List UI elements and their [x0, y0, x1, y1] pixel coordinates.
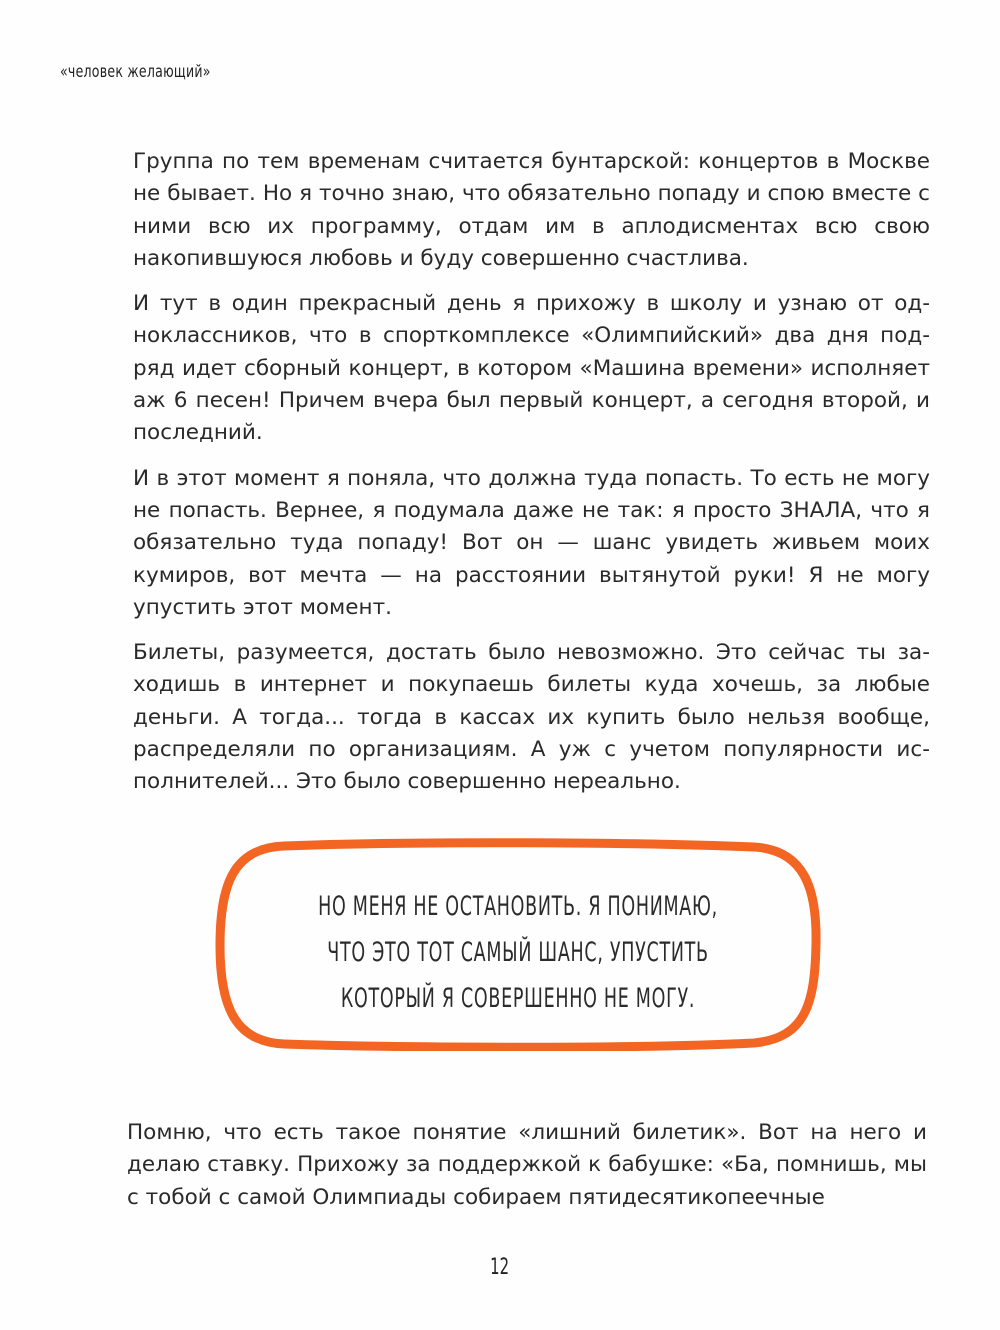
paragraph: Билеты, разумеется, достать было невозможно. Это сейчас ты заходишь в интернет и покупаешь билеты куда хочешь, за любые деньги. А тогда... тогда в кассах их купить было нельзя вообще, распределяли по организациям. А уж с учетом популярности исполнителей... Это было совершенно нереально.: [133, 640, 930, 795]
paragraph: И в этот момент я поняла, что должна туда попасть. То есть не могу не попасть. Вернее, я подумала даже не так: я просто ЗНАЛА, что я обязательно туда попаду! Вот он — шанс увидеть живьем моих кумиров, вот мечта — на расстоянии вытянутой руки! Я не могу упустить этот момент.: [133, 465, 930, 620]
paragraph: Помню, что есть такое понятие «лишний билетик». Вот на него и делаю ставку. Прихожу за поддержкой к бабушке: «Ба, помнишь, мы с тобой с самой Олимпиады собираем пятидесятикопеечные: [127, 1120, 927, 1210]
pull-quote-line: КОТОРЫЙ Я СОВЕРШЕННО НЕ МОГУ.: [340, 983, 696, 1014]
body-text-top: [133, 146, 930, 812]
pull-quote: [214, 838, 822, 1051]
paragraph: Группа по тем временам считается бунтарской: концертов в Москве не бывает. Но я точно знаю, что обязательно попаду и спою вместе с ними всю их программу, отдам им в аплодисментах всю свою накопившуюся любовь и буду совершенно счастлива.: [133, 149, 930, 271]
running-header: «человек желающий»: [60, 62, 211, 82]
page-number: [0, 1255, 1000, 1280]
pull-quote-line: НО МЕНЯ НЕ ОСТАНОВИТЬ. Я ПОНИМАЮ,: [318, 891, 718, 922]
pull-quote-line: ЧТО ЭТО ТОТ САМЫЙ ШАНС, УПУСТИТЬ: [327, 937, 709, 968]
body-text-bottom: [127, 1117, 927, 1227]
paragraph: И тут в один прекрасный день я прихожу в школу и узнаю от одноклассников, что в спорткомплексе «Олимпийский» два дня подряд идет сборный концерт, в котором «Машина времени» исполняет аж 6 песен! Причем вчера был первый концерт, а сегодня второй, и последний.: [133, 291, 930, 446]
pull-quote-text: [214, 884, 822, 1022]
page-number-value: 12: [490, 1255, 510, 1280]
